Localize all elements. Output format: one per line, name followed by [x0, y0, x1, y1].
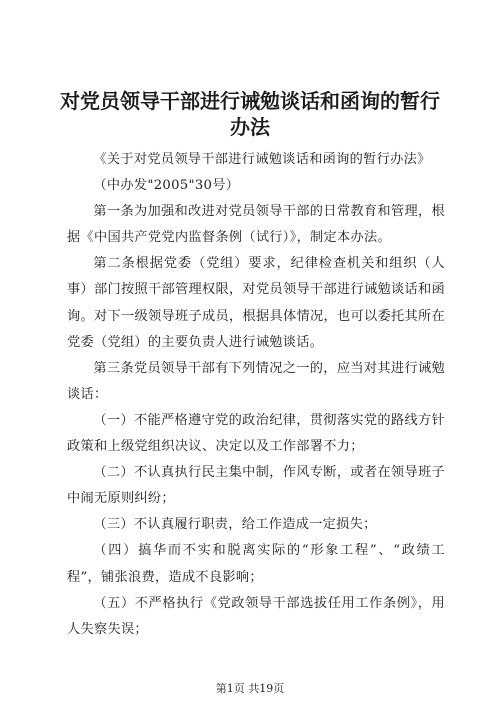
paragraph-item-1: （一）不能严格遵守党的政治纪律，贯彻落实党的路线方针政策和上级党组织决议、决定以及工作部署不力；: [67, 412, 445, 455]
paragraph-article-1: 第一条为加强和改进对党员领导干部的日常教育和管理，根据《中国共产党党内监督条例（试行）》，制定本办法。: [67, 204, 445, 246]
paragraph-item-2: （二）不认真执行民主集中制，作风专断，或者在领导班子中闹无原则纠纷；: [67, 465, 445, 507]
document-title: 对党员领导干部进行诫勉谈话和函询的暂行办法: [60, 89, 440, 139]
document-body: [67, 147, 445, 643]
paragraph-article-3: 第三条党员领导干部有下列情况之一的，应当对其进行诫勉谈话：: [67, 360, 445, 402]
page-number-footer: 第1页 共19页: [215, 682, 285, 695]
paragraph-doc-number: （中办发"2005"30号）: [93, 178, 240, 194]
paragraph-item-3: （三）不认真履行职责，给工作造成一定损失；: [93, 517, 377, 533]
paragraph-doc-name: 《关于对党员领导干部进行诫勉谈话和函询的暂行办法》: [93, 152, 431, 167]
paragraph-article-2: 第二条根据党委（党组）要求，纪律检查机关和组织（人事）部门按照干部管理权限，对党员领导干部进行诫勉谈话和函询。对下一级领导班子成员，根据具体情况，也可以委托其所在党委（党组）的主要负责人进行诫勉谈话。: [67, 256, 445, 350]
paragraph-item-4: （四）搞华而不实和脱离实际的“形象工程”、“政绩工程”，铺张浪费，造成不良影响；: [67, 543, 445, 585]
paragraph-item-5: （五）不严格执行《党政领导干部选拔任用工作条例》，用人失察失误；: [67, 595, 445, 637]
